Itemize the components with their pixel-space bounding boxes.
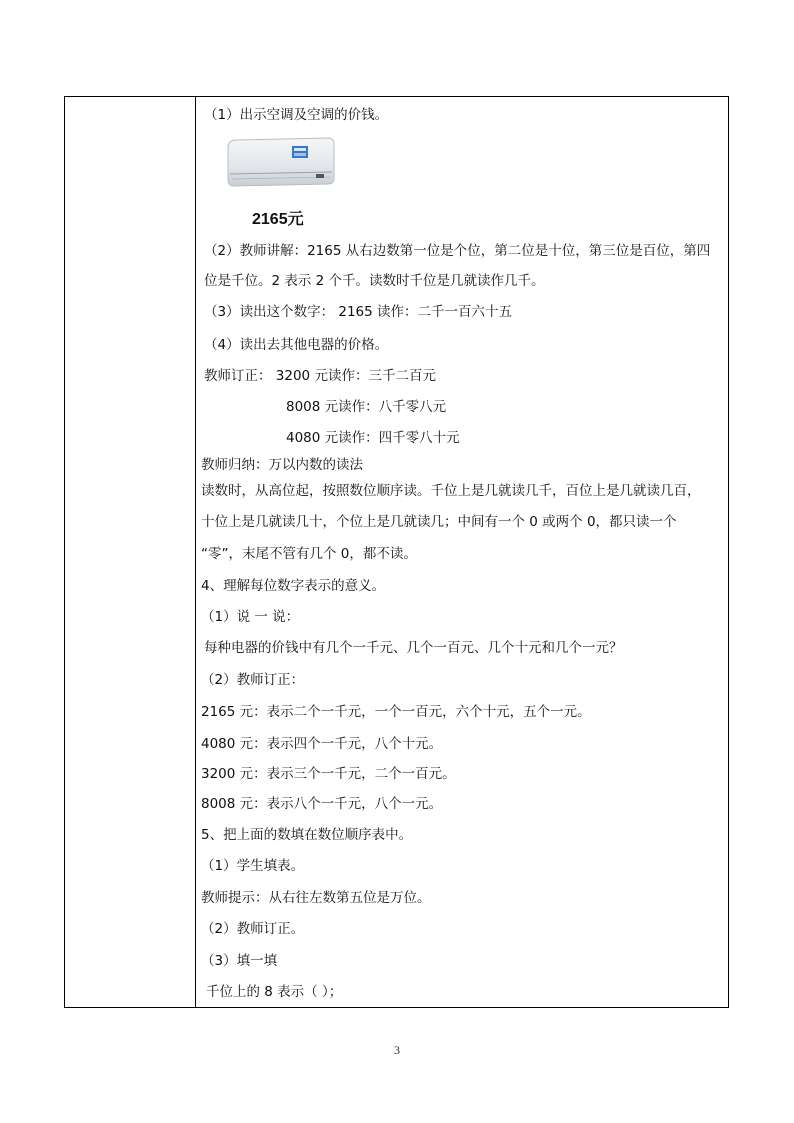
read-other-prices-line: （4）读出去其他电器的价格。: [204, 337, 389, 353]
question-line: 每种电器的价钱中有几个一千元、几个一百元、几个十元和几个一元？: [204, 640, 623, 656]
teacher-explain-line-1: （2）教师讲解：2165 从右边数第一位是个位，第二位是十位，第三位是百位，第四: [204, 243, 711, 259]
teacher-correction-heading: （2）教师订正：: [201, 672, 305, 688]
meaning-3200: 3200 元：表示三个一千元，二个一百元。: [201, 766, 456, 782]
meaning-8008: 8008 元：表示八个一千元，八个一元。: [201, 796, 443, 812]
teacher-correction-line: （2）教师订正。: [201, 921, 305, 937]
summary-line-1: 读数时，从高位起，按照数位顺序读。千位上是几就读几千，百位上是几就读几百，: [201, 483, 701, 499]
step-show-price: （1）出示空调及空调的价钱。: [204, 107, 389, 123]
correction-8008: 8008 元读作：八千零八元: [286, 399, 447, 415]
students-fill-table: （1）学生填表。: [201, 858, 305, 874]
meaning-2165: 2165 元：表示二个一千元，一个一百元，六个十元，五个一元。: [201, 704, 591, 720]
section-5-heading: 5、把上面的数填在数位顺序表中。: [201, 827, 413, 843]
summary-heading: 教师归纳：万以内数的读法: [201, 457, 363, 473]
fill-in-blank-line: 千位上的 8 表示（ ）；: [206, 984, 343, 1000]
say-it-line: （1）说 一 说：: [201, 609, 300, 625]
summary-line-2: 十位上是几就读几十，个位上是几就读几；中间有一个 0 或两个 0，都只读一个: [201, 514, 677, 530]
teacher-hint: 教师提示：从右往左数第五位是万位。: [201, 890, 431, 906]
section-4-heading: 4、理解每位数字表示的意义。: [201, 578, 386, 594]
teacher-explain-line-2: 位是千位。2 表示 2 个千。读数时千位是几就读作几千。: [204, 273, 545, 289]
meaning-4080: 4080 元：表示四个一千元，八个十元。: [201, 736, 443, 752]
read-number-line: （3）读出这个数字： 2165 读作：二千一百六十五: [204, 304, 513, 320]
summary-line-3: “零”，末尾不管有几个 0，都不读。: [201, 546, 417, 562]
fill-in-heading: （3）填一填: [201, 953, 278, 969]
correction-3200: 教师订正： 3200 元读作：三千二百元: [204, 368, 436, 384]
correction-4080: 4080 元读作：四千零八十元: [286, 430, 460, 446]
price-label: 2165元: [252, 211, 304, 228]
page-number: 3: [394, 1043, 400, 1057]
air-conditioner-image: [224, 134, 336, 190]
column-divider: [195, 97, 196, 1007]
